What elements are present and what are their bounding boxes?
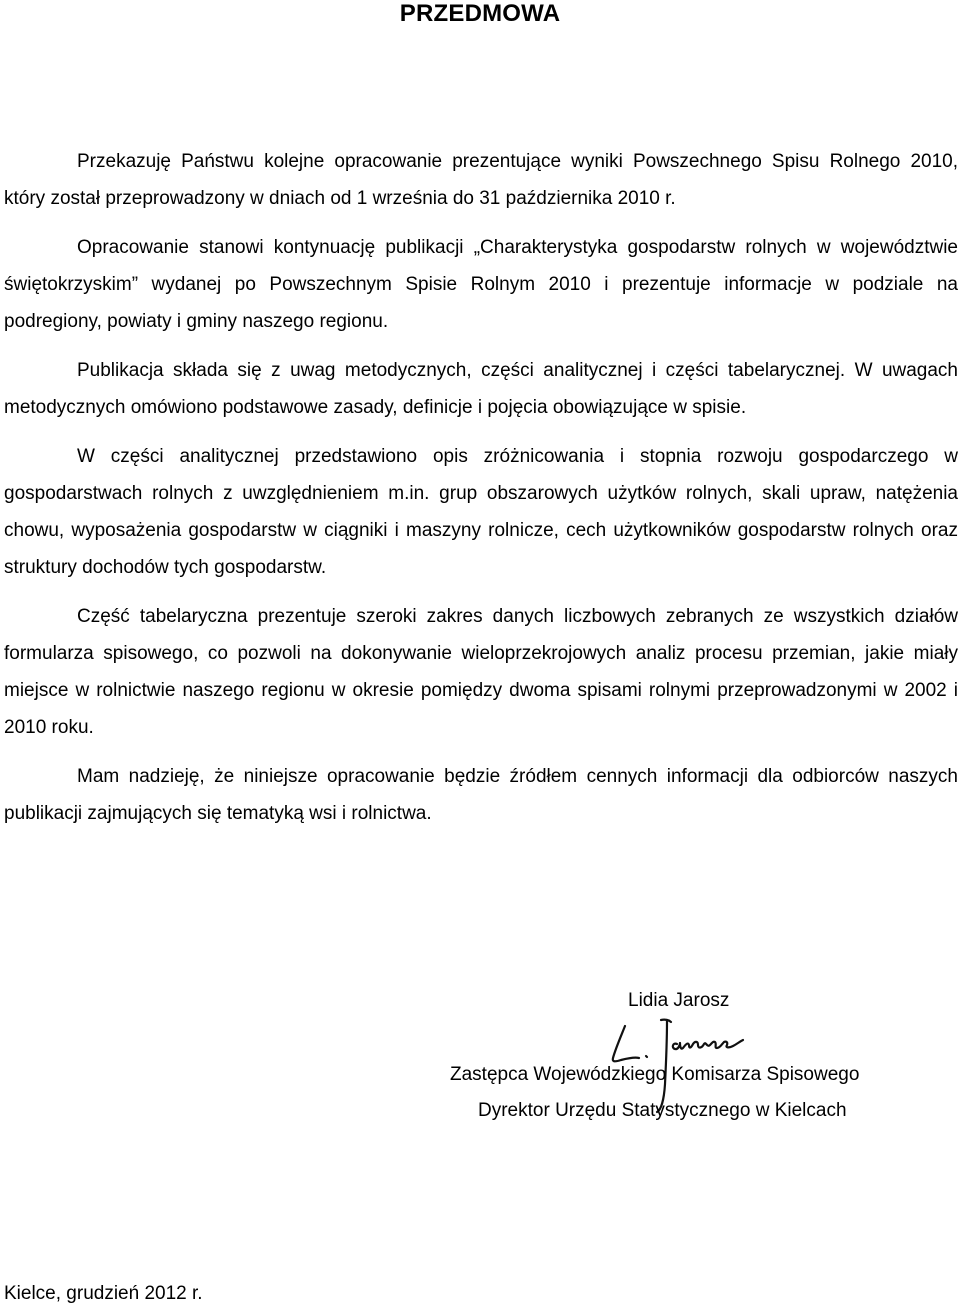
signatory-name: Lidia Jarosz (628, 990, 730, 1011)
place-and-date: Kielce, grudzień 2012 r. (4, 1283, 203, 1304)
signatory-role-deputy-commissioner: Zastępca Wojewódzkiego Komisarza Spisowego (450, 1064, 860, 1085)
paragraph-3: Publikacja składa się z uwag metodycznych, części analitycznej i części tabelarycznej. W uwagach metodycznych omówiono podstawowe zasady, definicje i pojęcia obowiązujące w spisie. (4, 360, 958, 418)
preface-body (4, 143, 958, 832)
paragraph-6: Mam nadzieję, że niniejsze opracowanie będzie źródłem cennych informacji dla odbiorców naszych publikacji zajmujących się tematyką wsi i rolnictwa. (4, 766, 958, 824)
paragraph-2: Opracowanie stanowi kontynuację publikacji „Charakterystyka gospodarstw rolnych w województwie świętokrzyskim” wydanej po Powszechnym Spisie Rolnym 2010 i prezentuje informacje w podziale na podregiony, powiaty i gminy naszego regionu. (4, 237, 958, 332)
page-title: PRZEDMOWA (399, 0, 561, 27)
signatory-role-director: Dyrektor Urzędu Statystycznego w Kielcach (478, 1100, 847, 1121)
paragraph-1: Przekazuję Państwu kolejne opracowanie prezentujące wyniki Powszechnego Spisu Rolnego 2010, który został przeprowadzony w dniach od 1 września do 31 października 2010 r. (4, 151, 958, 209)
paragraph-4: W części analitycznej przedstawiono opis zróżnicowania i stopnia rozwoju gospodarczego w gospodarstwach rolnych z uwzględnieniem m.in. grup obszarowych użytków rolnych, skali upraw, natężenia chowu, wyposażenia gospodarstw w ciągniki i maszyny rolnicze, cech użytkowników gospodarstw rolnych oraz struktury dochodów tych gospodarstw. (4, 446, 958, 578)
paragraph-5: Część tabelaryczna prezentuje szeroki zakres danych liczbowych zebranych ze wszystkich działów formularza spisowego, co pozwoli na dokonywanie wieloprzekrojowych analiz procesu przemian, jakie miały miejsce w rolnictwie naszego regionu w okresie pomiędzy dwoma spisami rolnymi przeprowadzonymi w 2002 i 2010 roku. (4, 606, 958, 738)
